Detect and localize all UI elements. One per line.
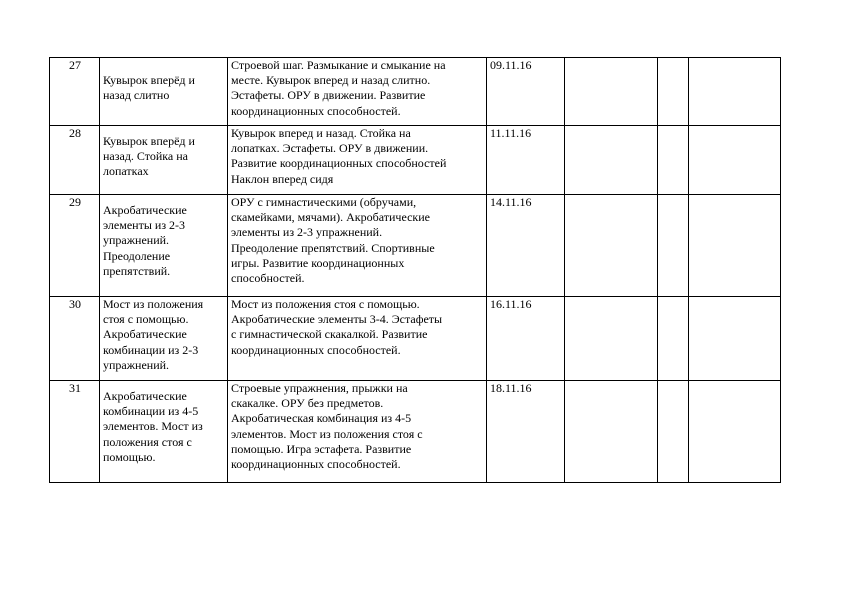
- empty-cell: [565, 126, 658, 195]
- lesson-number: 29: [50, 195, 100, 297]
- table-row: [50, 58, 781, 126]
- table-row: [50, 381, 781, 483]
- empty-cell: [565, 381, 658, 483]
- table-row: [50, 195, 781, 297]
- lesson-content: ОРУ с гимнастическими (обручами, скамейками, мячами). Акробатические элементы из 2-3 упражнений. Преодоление препятствий. Спортивные игры. Развитие координационных способностей.: [231, 195, 435, 286]
- empty-cell: [689, 58, 781, 126]
- lesson-date: 16.11.16: [487, 297, 565, 381]
- empty-cell: [565, 58, 658, 126]
- table-row: [50, 126, 781, 195]
- lesson-number: 30: [50, 297, 100, 381]
- lesson-topic: Акробатические комбинации из 4-5 элементов. Мост из положения стоя с помощью.: [103, 389, 203, 464]
- empty-cell: [658, 195, 689, 297]
- lesson-number: 28: [50, 126, 100, 195]
- lesson-topic: Кувырок вперёд и назад слитно: [103, 73, 195, 103]
- lesson-plan-table: [49, 57, 781, 483]
- lesson-content: Кувырок вперед и назад. Стойка на лопатках. Эстафеты. ОРУ в движении. Развитие координационных способностей Наклон вперед сидя: [231, 126, 447, 186]
- empty-cell: [689, 381, 781, 483]
- lesson-date: 14.11.16: [487, 195, 565, 297]
- empty-cell: [689, 195, 781, 297]
- lesson-topic: Мост из положения стоя с помощью. Акробатические комбинации из 2-3 упражнений.: [103, 297, 204, 372]
- empty-cell: [658, 126, 689, 195]
- empty-cell: [658, 58, 689, 126]
- lesson-topic: Кувырок вперёд и назад. Стойка на лопатках: [103, 134, 195, 179]
- table-row: [50, 297, 781, 381]
- lesson-date: 09.11.16: [487, 58, 565, 126]
- lesson-content: Строевые упражнения, прыжки на скакалке. ОРУ без предметов. Акробатическая комбинация из 4-5 элементов. Мост из положения стоя с помощью. Игра эстафета. Развитие координационных способностей.: [231, 381, 423, 472]
- empty-cell: [565, 195, 658, 297]
- empty-cell: [689, 297, 781, 381]
- lesson-date: 18.11.16: [487, 381, 565, 483]
- lesson-number: 27: [50, 58, 100, 126]
- lesson-date: 11.11.16: [487, 126, 565, 195]
- empty-cell: [689, 126, 781, 195]
- lesson-content: Мост из положения стоя с помощью. Акробатические элементы 3-4. Эстафеты с гимнастической скакалкой. Развитие координационных способностей.: [231, 297, 443, 357]
- lesson-number: 31: [50, 381, 100, 483]
- lesson-content: Строевой шаг. Размыкание и смыкание на месте. Кувырок вперед и назад слитно. Эстафеты. ОРУ в движении. Развитие координационных способностей.: [231, 58, 446, 118]
- empty-cell: [565, 297, 658, 381]
- empty-cell: [658, 381, 689, 483]
- lesson-topic: Акробатические элементы из 2-3 упражнений. Преодоление препятствий.: [103, 203, 187, 278]
- empty-cell: [658, 297, 689, 381]
